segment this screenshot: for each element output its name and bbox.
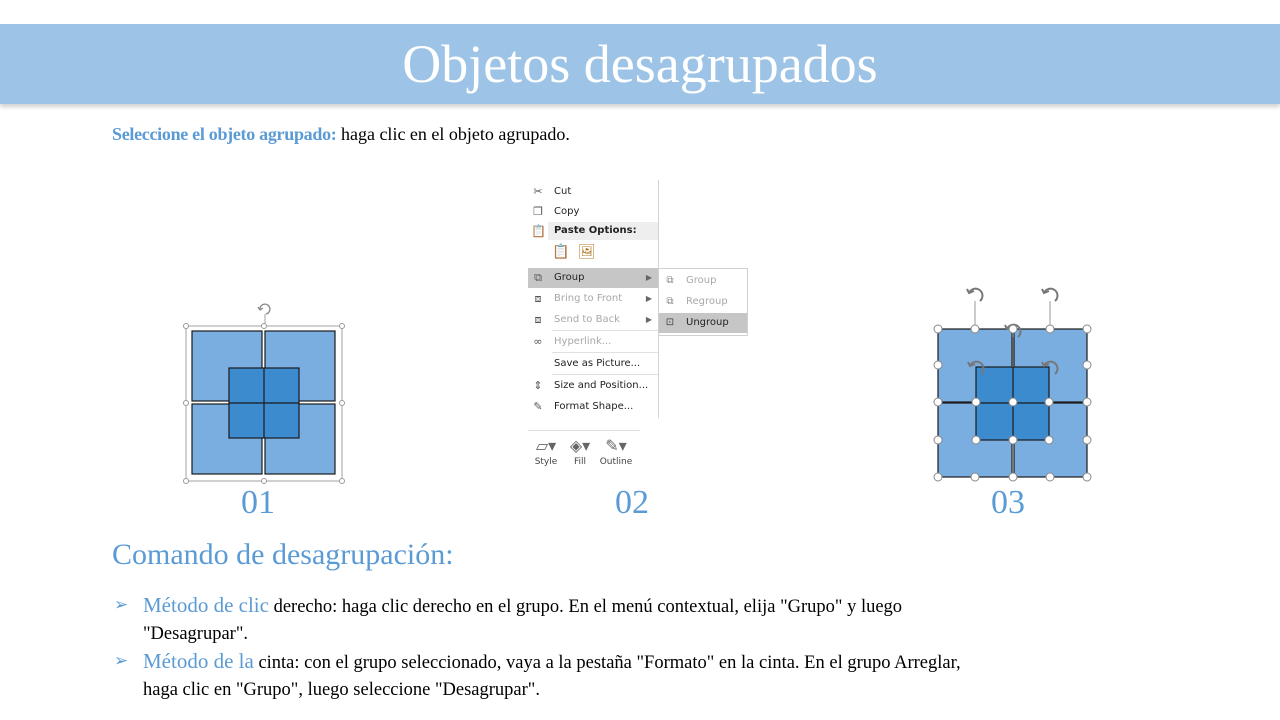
menu-item-group[interactable]: ⧉ Group ▶ (528, 268, 658, 288)
intro-text: haga clic en el objeto agrupado. (336, 124, 570, 144)
bullet-text: cinta: con el grupo seleccionado, vaya a la pestaña "Formato" en la cinta. En el grupo Arreglar, haga clic en "Grupo", luego seleccione "Desagrupar". (143, 653, 961, 700)
context-menu (528, 180, 659, 418)
submenu-item-ungroup[interactable]: ⊡ Ungroup (659, 313, 747, 333)
send-back-icon: ⧈ (534, 313, 542, 326)
title-bar (0, 24, 1280, 104)
clipboard-icon: 📋 (531, 224, 546, 238)
bring-front-icon: ⧈ (534, 292, 542, 305)
figure-label-03: 03 (991, 484, 1025, 521)
rotate-handle-icon (258, 304, 270, 314)
scissors-icon: ✂ (533, 185, 543, 198)
menu-separator (552, 352, 658, 353)
menu-item-format-shape[interactable]: ✎ Format Shape... (528, 397, 658, 417)
chevron-right-icon: ▶ (645, 315, 652, 324)
ungrouped-shapes-figure (928, 282, 1098, 487)
group-icon: ⧉ (534, 271, 542, 284)
submenu-item-regroup[interactable]: ⧉ Regroup (659, 292, 747, 312)
menu-item-copy[interactable]: ❐ Copy (528, 202, 658, 222)
method-list (112, 592, 992, 704)
list-item (112, 592, 992, 648)
bullet-text: derecho: haga clic derecho en el grupo. En el menú contextual, elija "Grupo" y luego "Desagrupar". (143, 597, 903, 644)
slide-title: Objetos desagrupados (402, 34, 878, 94)
mini-toolbar (528, 430, 640, 479)
menu-item-send-to-back[interactable]: ⧈ Send to Back ▶ (528, 310, 658, 330)
shape-style-icon: ▱▾ (535, 436, 557, 455)
chevron-right-icon: ▶ (645, 273, 652, 282)
menu-item-save-as-picture[interactable]: Save as Picture... (554, 358, 641, 369)
paste-as-picture-icon[interactable]: 🖼 (578, 244, 596, 260)
arrow-bullet-icon: ➢ (114, 595, 129, 615)
bullet-lead: Método de la (143, 649, 254, 673)
regroup-icon: ⧉ (666, 296, 674, 307)
group-submenu (658, 268, 748, 336)
group-icon: ⧉ (666, 275, 674, 286)
submenu-item-group[interactable]: ⧉ Group (659, 271, 747, 291)
bullet-lead: Método de clic (143, 593, 269, 617)
menu-separator (552, 330, 658, 331)
figure-label-01: 01 (241, 484, 275, 521)
figure-label-02: 02 (615, 484, 649, 521)
pen-outline-icon: ✎▾ (605, 436, 627, 455)
outline-button[interactable]: ✎▾ Outline (599, 436, 633, 467)
menu-item-size-and-position[interactable]: ⇕ Size and Position... (528, 376, 658, 396)
paint-bucket-icon: ◈▾ (569, 436, 591, 455)
grouped-shapes-figure (180, 300, 350, 490)
section-title: Comando de desagrupación: (112, 538, 454, 571)
fill-button[interactable]: ◈▾ Fill (562, 435, 598, 467)
paste-option-buttons (552, 244, 612, 266)
intro-highlight: Seleccione el objeto agrupado: (112, 124, 337, 144)
ungroup-icon: ⊡ (665, 317, 675, 328)
list-item (112, 648, 992, 704)
menu-separator (552, 374, 658, 375)
paste-options-header: Paste Options: (548, 222, 658, 240)
copy-icon: ❐ (533, 205, 543, 218)
intro-line (112, 124, 570, 145)
style-button[interactable]: ▱▾ Style (528, 435, 564, 467)
menu-item-cut[interactable]: ✂ Cut (528, 182, 658, 202)
paste-keep-formatting-icon[interactable]: 📋 (552, 244, 570, 260)
menu-item-bring-to-front[interactable]: ⧈ Bring to Front ▶ (528, 289, 658, 309)
menu-item-hyperlink[interactable]: ∞ Hyperlink... (528, 332, 658, 352)
link-icon: ∞ (533, 335, 543, 348)
chevron-right-icon: ▶ (645, 294, 652, 303)
format-icon: ✎ (533, 400, 543, 413)
arrow-bullet-icon: ➢ (114, 651, 129, 671)
size-icon: ⇕ (533, 379, 543, 392)
